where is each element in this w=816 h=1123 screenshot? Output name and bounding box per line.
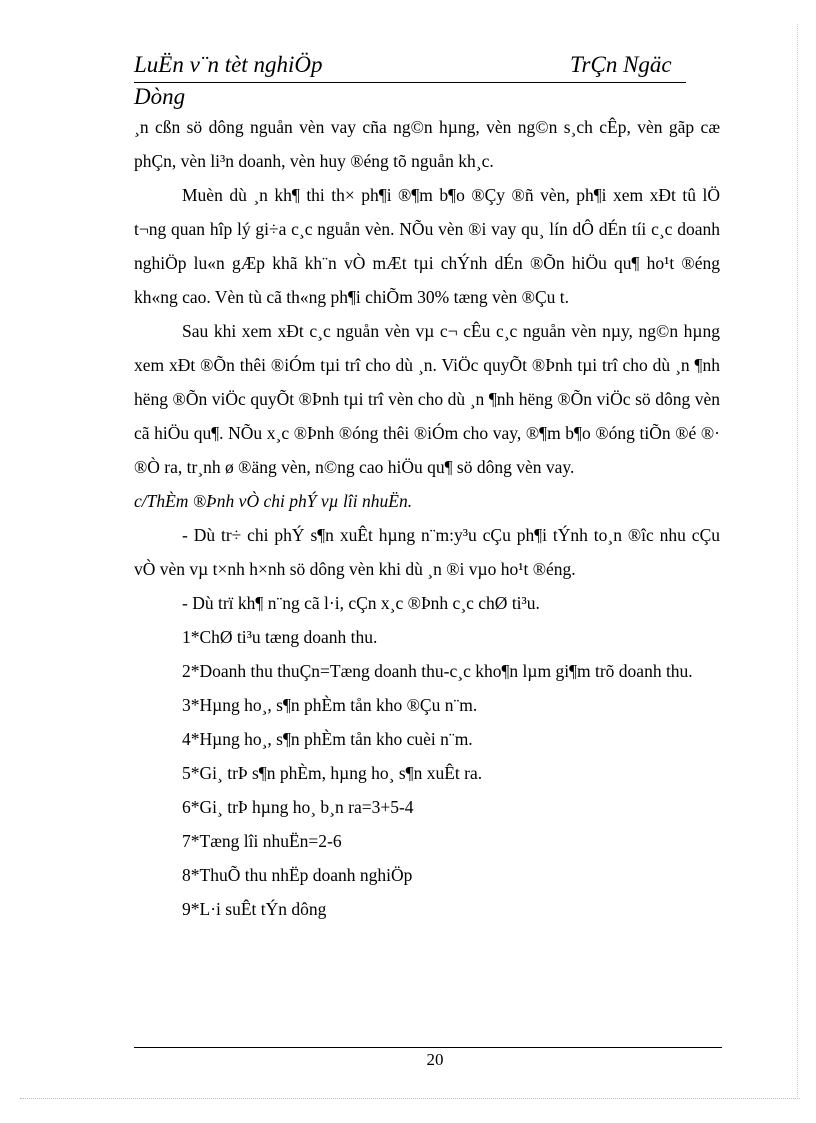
header-thesis-title: LuËn v¨n tèt nghiÖp [134,52,323,77]
numbered-item: 6*Gi¸ trÞ hµng ho¸ b¸n ra=3+5-4 [182,797,414,817]
numbered-item: 4*Hµng ho¸, s¶n phÈm tån kho cuèi n¨m. [182,729,473,749]
paragraph: Sau khi xem xÐt c¸c nguån vèn vµ c¬ cÊu c¸c nguån vèn nµy, ng©n hµng xem xÐt ®Õn thêi ®iÓm tµi trî cho dù ¸n. ViÖc quyÕt ®Þnh tµi trî cho dù ¸n ¶nh hëng ®Õn viÖc quyÕt ®Þnh tµi trî vèn cho dù ¸n ¶nh hëng ®Õn viÖc sö dông vèn cã hiÖu qu¶. NÕu x¸c ®Þnh ®óng thêi ®iÓm cho vay, ®¶m b¶o ®óng tiÕn ®é ®· ®Ò ra, tr¸nh ø ®äng vèn, n©ng cao hiÖu qu¶ sö dông vèn vay. [134,321,720,477]
section-heading: c/ThÈm ®Þnh vÒ chi phÝ vµ lîi nhuËn. [134,491,413,511]
header-author-name: TrÇn Ngäc [570,52,672,77]
page-edge-bottom [20,1098,800,1099]
paragraph: ¸n cßn sö dông nguån vèn vay cña ng©n hµng, vèn ng©n s¸ch cÊp, vèn gãp cæ phÇn, vèn li³n doanh, vèn huy ®éng tõ nguån kh¸c. [134,117,720,171]
page-header [134,52,686,83]
dash-item: - Dù trï kh¶ n¨ng cã l·i, cÇn x¸c ®Þnh c¸c chØ ti³u. [182,593,540,613]
numbered-item: 5*Gi¸ trÞ s¶n phÈm, hµng ho¸ s¶n xuÊt ra. [182,763,483,783]
numbered-item: 9*L·i suÊt tÝn dông [182,899,327,919]
numbered-item: 3*Hµng ho¸, s¶n phÈm tån kho ®Çu n¨m. [182,695,478,715]
numbered-item: 1*ChØ ti³u tæng doanh thu. [182,627,378,647]
page-edge-right [797,24,799,1099]
footer-divider [134,1047,722,1048]
header-author-name-continued: Dòng [134,84,186,109]
dash-item: - Dù tr÷ chi phÝ s¶n xuÊt hµng n¨m:y³u cÇu ph¶i tÝnh to¸n ®îc nhu cÇu vÒ vèn vµ t×nh h×nh sö dông vèn khi dù ¸n ®i vµo ho¹t ®éng. [134,525,720,579]
numbered-item: 2*Doanh thu thuÇn=Tæng doanh thu-c¸c kho¶n lµm gi¶m trõ doanh thu. [182,661,693,681]
document-body [134,110,720,926]
paragraph: Muèn dù ¸n kh¶ thi th× ph¶i ®¶m b¶o ®Çy ®ñ vèn, ph¶i xem xÐt tû lÖ t¬ng quan hîp lý gi÷a c¸c nguån vèn. NÕu vèn ®i vay qu¸ lín dÔ dÉn tíi c¸c doanh nghiÖp lu«n gÆp khã kh¨n vÒ mÆt tµi chÝnh dÉn ®Õn hiÖu qu¶ ho¹t ®éng kh«ng cao. Vèn tù cã th«ng ph¶i chiÕm 30% tæng vèn ®Çu t. [134,185,720,307]
numbered-item: 8*ThuÕ thu nhËp doanh nghiÖp [182,865,413,885]
numbered-item: 7*Tæng lîi nhuËn=2-6 [182,831,342,851]
page-number: 20 [426,1050,444,1069]
